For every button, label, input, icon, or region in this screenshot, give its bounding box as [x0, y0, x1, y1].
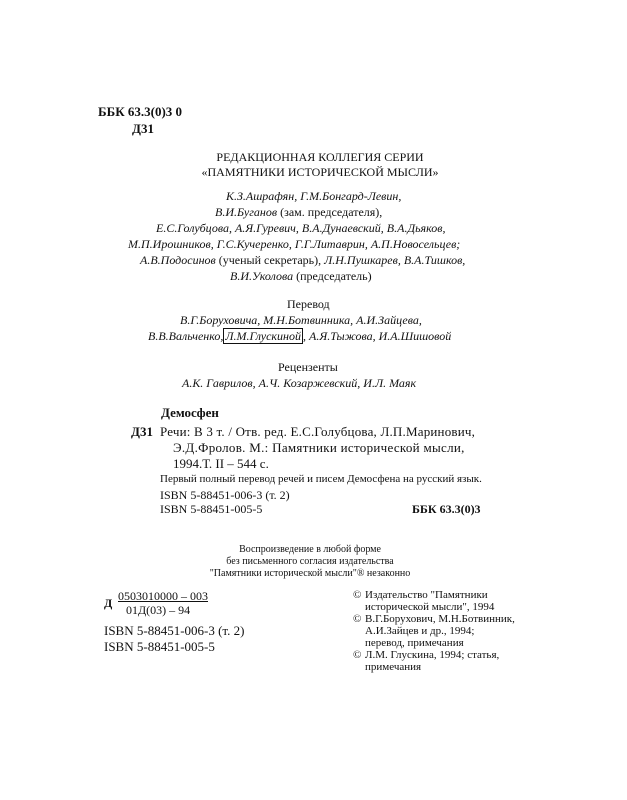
catalog-line-2: Э.Д.Фролов. М.: Памятники исторической мысли, — [173, 440, 465, 455]
board-line-2 — [215, 205, 382, 220]
board-line-3: Е.С.Голубцова, А.Я.Гуревич, В.А.Дунаевский, В.А.Дьяков, — [156, 221, 446, 235]
board-title-line1: РЕДАКЦИОННАЯ КОЛЛЕГИЯ СЕРИИ — [216, 150, 424, 164]
footer-numerator: 0503010000 – 003 — [118, 589, 208, 603]
translation-heading: Перевод — [287, 297, 330, 311]
board-secretary-role: (ученый секретарь), — [215, 253, 325, 267]
catalog-isbn-1: ISBN 5-88451-006-3 (т. 2) — [160, 488, 290, 502]
reviewers-heading: Рецензенты — [278, 360, 338, 374]
translation-line-1: В.Г.Боруховича, М.Н.Ботвинника, А.И.Зайцева, — [180, 313, 422, 327]
footer-d-letter: Д — [104, 596, 113, 610]
catalog-author: Демосфен — [161, 405, 219, 420]
footer-denominator: 01Д(03) – 94 — [126, 603, 191, 617]
board-line-5-rest: Л.Н.Пушкарев, В.А.Тишков, — [324, 253, 466, 267]
board-line-4: М.П.Ирошников, Г.С.Кучеренко, Г.Г.Литаврин, А.П.Новосельцев; — [128, 237, 461, 251]
footer-isbn-1: ISBN 5-88451-006-3 (т. 2) — [104, 623, 245, 638]
copyright-3-symbol: © — [353, 649, 362, 661]
board-line-6 — [230, 269, 372, 284]
catalog-description: Первый полный перевод речей и писем Демосфена на русский язык. — [160, 473, 482, 485]
board-title-line2: «ПАМЯТНИКИ ИСТОРИЧЕСКОЙ МЫСЛИ» — [201, 165, 439, 179]
catalog-line-1: Речи: В 3 т. / Отв. ред. Е.С.Голубцова, Л.П.Маринович, — [160, 424, 476, 439]
copyright-2-line-1: В.Г.Борухович, М.Н.Ботвинник, — [365, 613, 515, 625]
footer-isbn-2: ISBN 5-88451-005-5 — [104, 639, 215, 654]
board-chair-name: В.И.Уколова — [230, 269, 294, 283]
catalog-bbk: ББК 63.3(0)3 — [412, 502, 481, 516]
notice-line-2: без письменного согласия издательства — [226, 556, 394, 567]
board-chair-role: (председатель) — [293, 269, 372, 283]
translation-line-2-rest: , А.Я.Тыжова, И.А.Шишовой — [303, 329, 452, 343]
notice-line-1: Воспроизведение в любой форме — [239, 544, 381, 555]
bbk-code: ББК 63.3(0)3 0 — [98, 104, 183, 119]
translator-gluskina-boxed: Л.М.Глускиной — [225, 329, 301, 343]
board-deputy-name: В.И.Буганов — [215, 205, 278, 219]
catalog-code: Д31 — [131, 424, 153, 439]
copyright-1-line-1: Издательство "Памятники — [365, 589, 488, 601]
copyright-3-line-2: примечания — [365, 661, 422, 673]
board-line-1: К.З.Ашрафян, Г.М.Бонгард-Левин, — [226, 189, 402, 203]
board-line-5 — [140, 253, 465, 268]
translator-valchenko: В.В.Вальченко, — [148, 329, 224, 343]
copyright-2-line-2: А.И.Зайцев и др., 1994; — [365, 625, 475, 637]
board-secretary-name: А.В.Подосинов — [140, 253, 216, 267]
board-deputy-role: (зам. председателя), — [277, 205, 383, 219]
author-code: Д31 — [132, 121, 154, 136]
catalog-isbn-2: ISBN 5-88451-005-5 — [160, 502, 263, 516]
reviewers-names: А.К. Гаврилов, А.Ч. Козаржевский, И.Л. Маяк — [182, 376, 417, 390]
copyright-2-line-3: перевод, примечания — [365, 637, 464, 649]
copyright-2-symbol: © — [353, 613, 362, 625]
copyright-1-symbol: © — [353, 589, 362, 601]
notice-line-3: "Памятники исторической мысли"® незаконно — [209, 568, 411, 579]
translation-line-2 — [148, 329, 451, 344]
catalog-line-3: 1994.Т. II – 544 с. — [173, 456, 269, 471]
copyright-1-line-2: исторической мысли", 1994 — [365, 601, 495, 613]
copyright-3-line-1: Л.М. Глускина, 1994; статья, — [365, 649, 500, 661]
